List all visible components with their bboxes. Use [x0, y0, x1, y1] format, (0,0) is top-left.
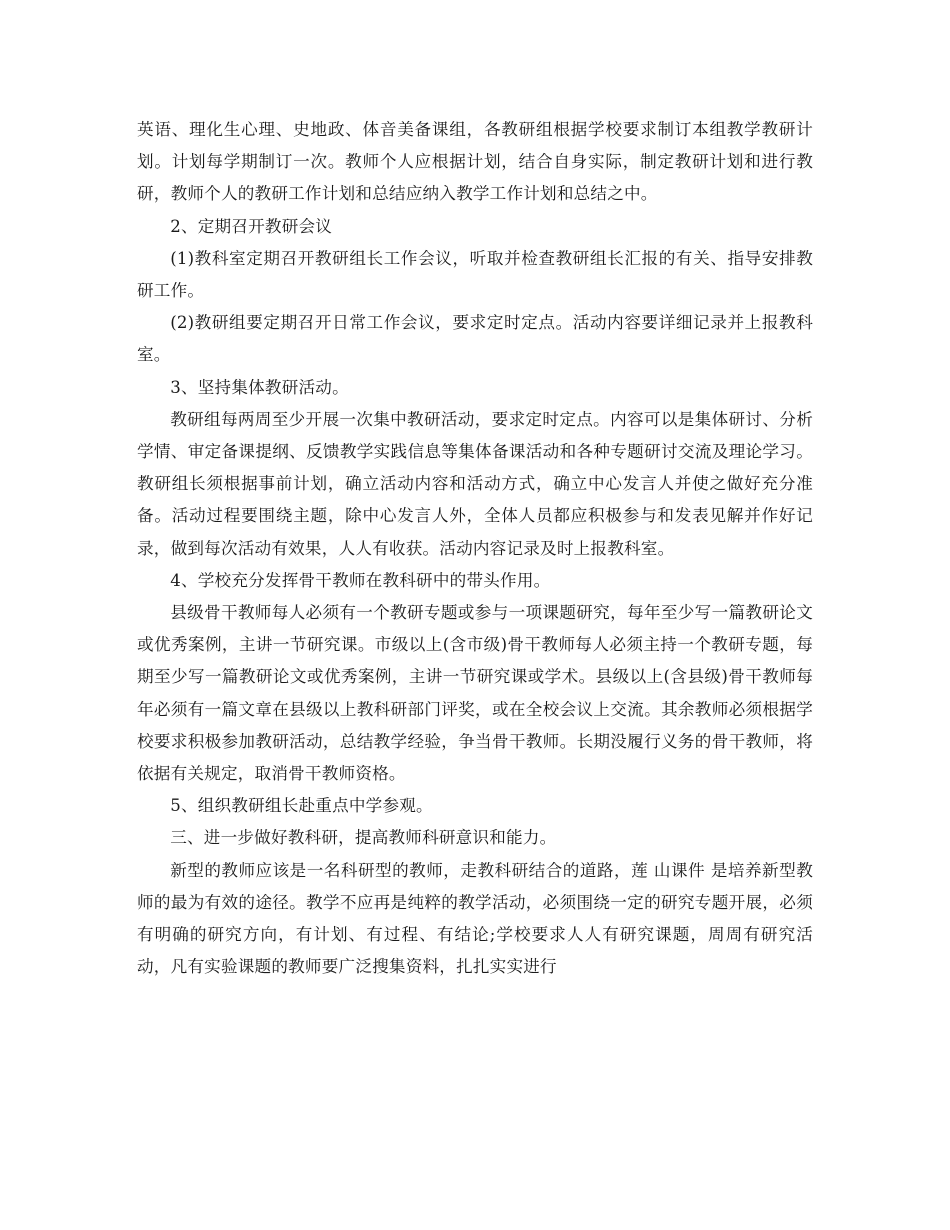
paragraph-8: 县级骨干教师每人必须有一个教研专题或参与一项课题研究，每年至少写一篇教研论文或优秀案例，主讲一节研究课。市级以上(含市级)骨干教师每人必须主持一个教研专题，每期至少写一篇教研论文或优秀案例，主讲一节研究课或学术。县级以上(含县级)骨干教师每年必须有一篇文章在县级以上教科研部门评奖，或在全校会议上交流。其余教师必须根据学校要求积极参加教研活动，总结教学经验，争当骨干教师。长期没履行义务的骨干教师，将依据有关规定，取消骨干教师资格。 [137, 603, 813, 784]
paragraph-10: 三、进一步做好教科研，提高教师科研意识和能力。 [170, 828, 557, 848]
paragraph-1: 英语、理化生心理、史地政、体音美备课组，各教研组根据学校要求制订本组教学教研计划。计划每学期制订一次。教师个人应根据计划，结合自身实际，制定教研计划和进行教研，教师个人的教研工作计划和总结应纳入教学工作计划和总结之中。 [137, 120, 813, 204]
paragraph-9: 5、组织教研组长赴重点中学参观。 [170, 796, 433, 816]
paragraph-2: 2、定期召开教研会议 [170, 216, 333, 236]
paragraph-11: 新型的教师应该是一名科研型的教师，走教科研结合的道路，莲 山课件 是培养新型教师的最为有效的途径。教学不应再是纯粹的教学活动，必须围绕一定的研究专题开展，必须有明确的研究方向，有计划、有过程、有结论;学校要求人人有研究课题，周周有研究活动，凡有实验课题的教师要广泛搜集资料，扎扎实实进行 [137, 860, 813, 977]
paragraph-7: 4、学校充分发挥骨干教师在教科研中的带头作用。 [170, 570, 551, 590]
document-body [137, 114, 813, 983]
paragraph-4: (2)教研组要定期召开日常工作会议，要求定时定点。活动内容要详细记录并上报教科室。 [137, 313, 813, 365]
paragraph-5: 3、坚持集体教研活动。 [170, 377, 349, 397]
paragraph-6: 教研组每两周至少开展一次集中教研活动，要求定时定点。内容可以是集体研讨、分析学情、审定备课提纲、反馈教学实践信息等集体备课活动和各种专题研讨交流及理论学习。教研组长须根据事前计划，确立活动内容和活动方式，确立中心发言人并使之做好充分准备。活动过程要围绕主题，除中心发言人外，全体人员都应积极参与和发表见解并作好记录，做到每次活动有效果，人人有收获。活动内容记录及时上报教科室。 [137, 409, 813, 558]
paragraph-3: (1)教科室定期召开教研组长工作会议，听取并检查教研组长汇报的有关、指导安排教研工作。 [137, 248, 813, 301]
